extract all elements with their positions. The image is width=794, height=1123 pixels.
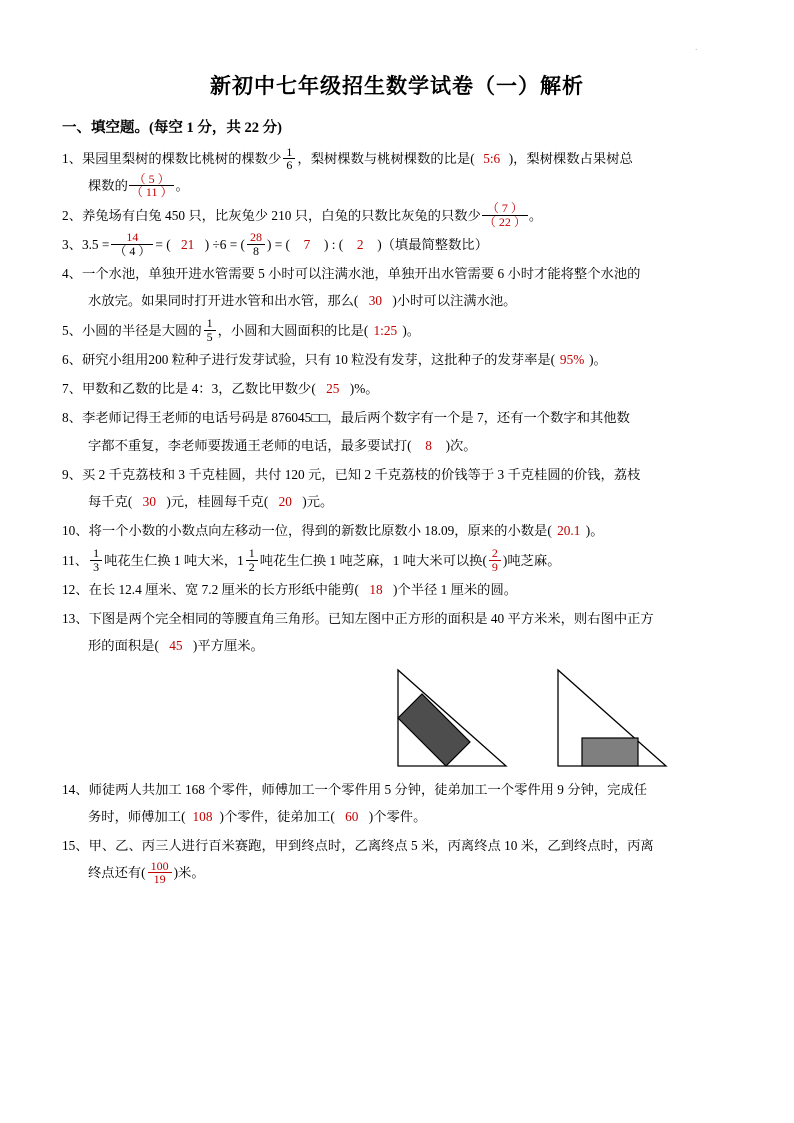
question-11-text-c: )吨芝麻。 [502,552,561,568]
question-6-text-b: )。 [589,351,607,367]
question-9 [62,461,732,516]
question-4-line2 [62,287,732,314]
question-14-number: 14、 [62,781,89,797]
question-13 [62,605,732,660]
question-11-text-a: 吨花生仁换 1 吨大米，1 [104,552,244,568]
question-14 [62,776,732,831]
question-4-text-b: )小时可以注满水池。 [392,293,517,309]
answer-3-2: 7 [303,236,311,252]
question-1-text-e: 。 [175,178,189,194]
question-12-text-b: )个半径 1 厘米的圆。 [392,581,518,597]
question-5-text-b: ，小圆和大圆面积的比是( [217,322,369,338]
question-11-text-b: 吨花生仁换 1 吨芝麻，1 吨大米可以换( [259,552,487,568]
answer-9-2: 20 [278,494,292,509]
question-10-text-b: )。 [585,523,604,539]
question-8-number: 8、 [62,410,82,426]
question-15-line2 [62,859,732,886]
question-8-text-a: 字都不重复，李老师要拨通王老师的电话，最多要试打( [88,437,412,453]
question-5-text-a: 小圆的半径是大圆的 [81,322,202,338]
question-7-text-a: 甲数和乙数的比是 4：3，乙数比甲数少( [81,381,316,396]
question-10-text-a: 将一个小数的小数点向左移动一位，得到的新数比原数小 18.09，原来的小数是( [88,523,552,539]
question-8-line2 [62,432,732,459]
page-mark: · [694,44,698,56]
question-3-text-a: 3.5 = [81,236,110,252]
question-2 [62,202,732,229]
answer-8: 8 [425,437,432,453]
question-12 [62,576,732,603]
answer-6: 95% [559,351,585,367]
question-3-eq-2: ) ÷6 = ( [204,236,245,252]
question-9-line2 [62,488,732,515]
figure-left-triangle-diamond [392,666,512,772]
question-1-text-b: ，梨树棵数与桃树棵数的比是( [297,151,475,166]
question-1-line2 [62,172,732,199]
question-3-eq-3: ) = ( [266,236,290,252]
question-13-text-b: )平方厘米。 [192,638,264,654]
answer-11-fraction: $\frac{2}{9}$ [489,547,501,573]
question-3 [62,231,732,258]
question-7 [62,375,732,402]
question-9-number: 9、 [62,466,82,482]
question-5-number: 5、 [62,322,82,338]
section-heading: 一、填空题。(每空 1 分，共 22 分) [62,120,282,136]
question-9-text-b: )元，桂圆每千克( [166,494,269,509]
question-10 [62,517,732,544]
question-10-number: 10、 [62,523,89,539]
answer-10: 20.1 [557,523,581,539]
fraction-1-3: $\frac{1}{3}$ [90,547,102,573]
answer-1-2-fraction: $\frac{( 5 )}{( 11 )}$ [130,171,173,200]
answer-7: 25 [326,381,340,396]
question-8-line1: 李老师记得王老师的电话号码是 876045□□，最后两个数字有一个是 7，还有一个数字和其他数 [81,410,630,426]
question-9-line1: 买 2 千克荔枝和 3 千克桂圆，共付 120 元，已知 2 千克荔枝的价钱等于 3 千克桂圆的价钱，荔枝 [81,466,641,482]
question-5-text-c: )。 [402,322,421,338]
question-13-text-a: 形的面积是( [88,638,159,654]
fraction-28-8: $\frac{28}{8}$ [247,231,265,257]
question-1-text-a: 果园里梨树的棵数比桃树的棵数少 [81,151,282,166]
question-14-text-c: )个零件。 [368,808,427,824]
question-3-number: 3、 [62,236,82,252]
answer-13: 45 [169,638,183,654]
answer-2-fraction: $\frac{( 7 )}{( 22 )}$ [483,201,526,229]
question-4-line1: 一个水池，单独开进水管需要 5 小时可以注满水池，单独开出水管需要 6 小时才能将整个水池的 [81,266,641,281]
question-9-text-c: )元。 [302,494,334,509]
figure-right-triangle-square [552,666,672,772]
question-6-number: 6、 [62,351,82,367]
question-4 [62,260,732,315]
question-7-number: 7、 [62,381,82,396]
question-1-text-c: )，梨树棵数占果树总 [508,151,633,166]
answer-14-2: 60 [345,808,359,824]
question-2-number: 2、 [62,207,82,223]
question-15-text-b: )米。 [173,865,205,881]
question-7-text-b: )%。 [349,381,379,396]
answer-15-fraction: $\frac{100}{19}$ [148,860,172,886]
question-14-line2 [62,803,732,830]
question-1-text-d: 棵数的 [88,178,128,194]
question-9-text-a: 每千克( [88,494,133,509]
question-5 [62,317,732,344]
question-14-text-b: )个零件，徒弟加工( [219,808,335,824]
question-13-figures [62,666,732,772]
question-3-eq-1: = ( [155,236,171,252]
question-3-eq-4: ) : ( [323,236,344,252]
question-6 [62,346,732,373]
question-15 [62,832,732,887]
answer-5: 1:25 [373,322,398,338]
question-8 [62,404,732,459]
answer-9-1: 30 [142,494,156,509]
question-12-number: 12、 [62,581,89,597]
question-1-number: 1、 [62,151,82,166]
question-13-line1: 下图是两个完全相同的等腰直角三角形。已知左图中正方形的面积是 40 平方米米，则右图中正方 [88,611,654,626]
question-11 [62,547,732,574]
question-15-text-a: 终点还有( [88,865,146,881]
question-3-eq-5: )（填最简整数比） [377,236,488,252]
question-11-number: 11、 [62,552,89,568]
question-13-line2 [62,632,732,659]
answer-14-1: 108 [192,808,213,824]
fraction-14-4: $\frac{14}{( 4 )}$ [111,231,153,257]
answer-4: 30 [368,293,383,309]
question-13-number: 13、 [62,611,89,626]
question-12-text-a: 在长 12.4 厘米、宽 7.2 厘米的长方形纸中能剪( [88,581,359,597]
question-1 [62,145,732,200]
question-15-line1: 甲、乙、丙三人进行百米赛跑，甲到终点时，乙离终点 5 米，丙离终点 10 米，乙到终点时，丙离 [88,838,654,853]
answer-3-3: 2 [356,236,364,252]
question-4-number: 4、 [62,266,82,281]
answer-1-1: 5:6 [483,151,501,166]
answer-3-1: 21 [181,236,195,252]
question-2-text-b: 。 [528,207,543,223]
question-8-text-b: )次。 [445,437,477,453]
question-15-number: 15、 [62,838,89,853]
question-4-text-a: 水放完。如果同时打开进水管和出水管，那么( [88,293,359,309]
page-title: 新初中七年级招生数学试卷（一）解析 [210,74,584,98]
fraction-1-5: $\frac{1}{5}$ [204,317,216,343]
fraction-1-2: $\frac{1}{2}$ [246,547,258,573]
answer-12: 18 [369,581,383,597]
question-14-text-a: 务时，师傅加工( [88,808,186,824]
fraction-1-6: $\frac{1}{6}$ [283,146,295,172]
question-6-text-a: 研究小组用200 粒种子进行发芽试验，只有 10 粒没有发芽，这批种子的发芽率是( [81,351,556,367]
question-2-text-a: 养兔场有白兔 450 只，比灰兔少 210 只，白兔的只数比灰兔的只数少 [81,207,481,223]
question-14-line1: 师徒两人共加工 168 个零件，师傅加工一个零件用 5 分钟，徒弟加工一个零件用 9 分钟，完成任 [88,781,648,797]
